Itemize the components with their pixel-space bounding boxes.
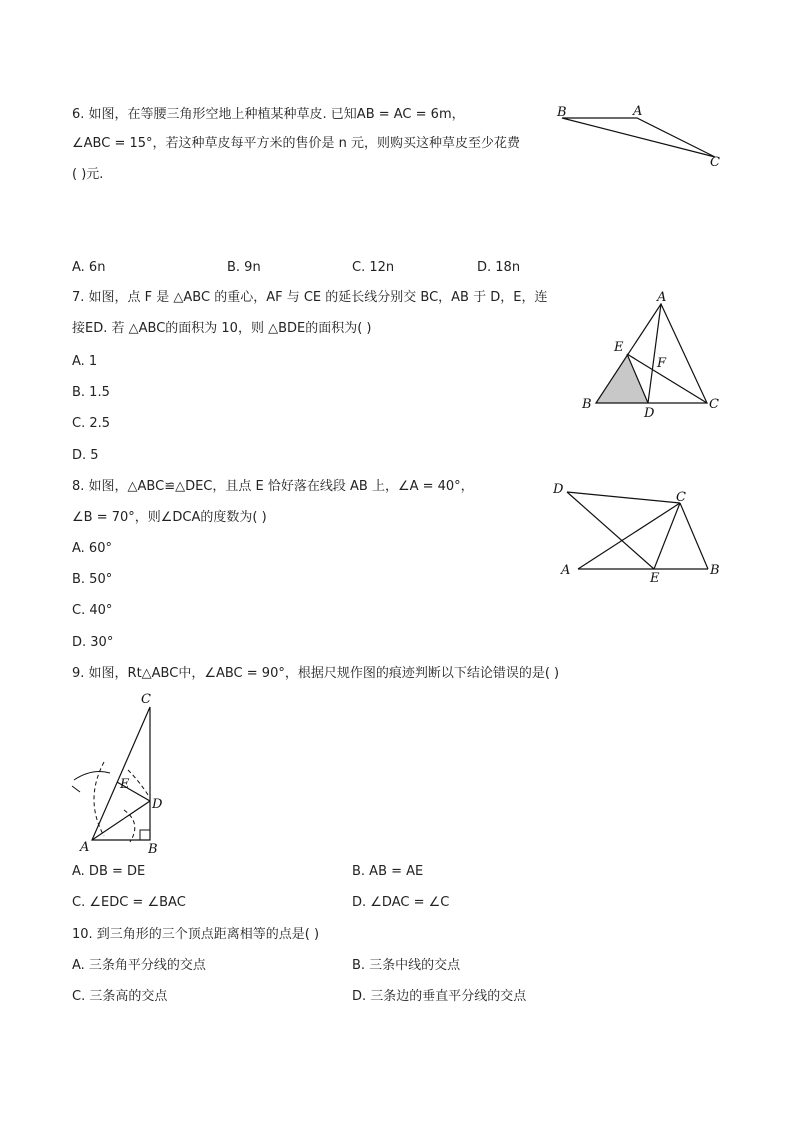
q6-stem-line3: ( )元. xyxy=(72,167,104,182)
q6-option-b[interactable]: B. 9n xyxy=(227,260,261,275)
q7-option-b[interactable]: B. 1.5 xyxy=(72,385,110,400)
q9-label-a: A xyxy=(80,840,90,855)
q7-option-c[interactable]: C. 2.5 xyxy=(72,416,111,431)
q9-option-b[interactable]: B. AB = AE xyxy=(352,864,424,879)
q7-label-c: C xyxy=(709,397,719,412)
q7-label-b: B xyxy=(582,397,592,412)
q8-label-e: E xyxy=(650,571,660,586)
q8-stem-line2: ∠B = 70°，则∠DCA的度数为( ) xyxy=(72,510,267,525)
q7-label-e: E xyxy=(614,340,624,355)
q7-label-a: A xyxy=(657,290,667,305)
q9-stem-line1: 9. 如图，Rt△ABC中，∠ABC = 90°，根据尺规作图的痕迹判断以下结论错误的是( ) xyxy=(72,666,560,681)
q6-option-a[interactable]: A. 6n xyxy=(72,260,106,275)
q9-option-d[interactable]: D. ∠DAC = ∠C xyxy=(352,895,450,910)
q8-option-a[interactable]: A. 60° xyxy=(72,541,112,556)
q7-label-f: F xyxy=(657,356,667,371)
q10-option-c[interactable]: C. 三条高的交点 xyxy=(72,989,168,1004)
q8-option-b[interactable]: B. 50° xyxy=(72,572,113,587)
q9-label-d: D xyxy=(152,797,163,812)
q6-label-c: C xyxy=(710,155,720,170)
q7-stem-line2: 接ED. 若 △ABC的面积为 10，则 △BDE的面积为( ) xyxy=(72,321,372,336)
q10-option-d[interactable]: D. 三条边的垂直平分线的交点 xyxy=(352,989,527,1004)
q8-label-c: C xyxy=(676,490,686,505)
q6-label-b: B xyxy=(557,105,567,120)
q7-stem-line1: 7. 如图，点 F 是 △ABC 的重心，AF 与 CE 的延长线分别交 BC，AB 于 D，E，连 xyxy=(72,290,548,305)
q8-label-a: A xyxy=(561,563,571,578)
q7-option-d[interactable]: D. 5 xyxy=(72,448,99,463)
q10-option-a[interactable]: A. 三条角平分线的交点 xyxy=(72,958,206,973)
q10-option-b[interactable]: B. 三条中线的交点 xyxy=(352,958,461,973)
q6-option-c[interactable]: C. 12n xyxy=(352,260,395,275)
q7-option-a[interactable]: A. 1 xyxy=(72,354,98,369)
q8-stem-line1: 8. 如图，△ABC≌△DEC，且点 E 恰好落在线段 AB 上，∠A = 40°， xyxy=(72,479,474,494)
q9-label-c: C xyxy=(141,692,151,707)
q9-option-a[interactable]: A. DB = DE xyxy=(72,864,146,879)
q9-option-c[interactable]: C. ∠EDC = ∠BAC xyxy=(72,895,186,910)
q9-label-b: B xyxy=(148,842,158,857)
q8-label-d: D xyxy=(553,482,564,497)
q8-option-d[interactable]: D. 30° xyxy=(72,635,114,650)
q9-label-e: E xyxy=(120,777,130,792)
q6-stem-line2: ∠ABC = 15°，若这种草皮每平方米的售价是 n 元，则购买这种草皮至少花费 xyxy=(72,136,521,151)
q10-stem-line1: 10. 到三角形的三个顶点距离相等的点是( ) xyxy=(72,927,320,942)
q6-label-a: A xyxy=(633,104,643,119)
q7-label-d: D xyxy=(644,406,655,421)
q8-label-b: B xyxy=(710,563,720,578)
q8-option-c[interactable]: C. 40° xyxy=(72,603,113,618)
q6-option-d[interactable]: D. 18n xyxy=(477,260,521,275)
q6-stem-line1: 6. 如图，在等腰三角形空地上种植某种草皮. 已知AB = AC = 6m， xyxy=(72,107,465,122)
